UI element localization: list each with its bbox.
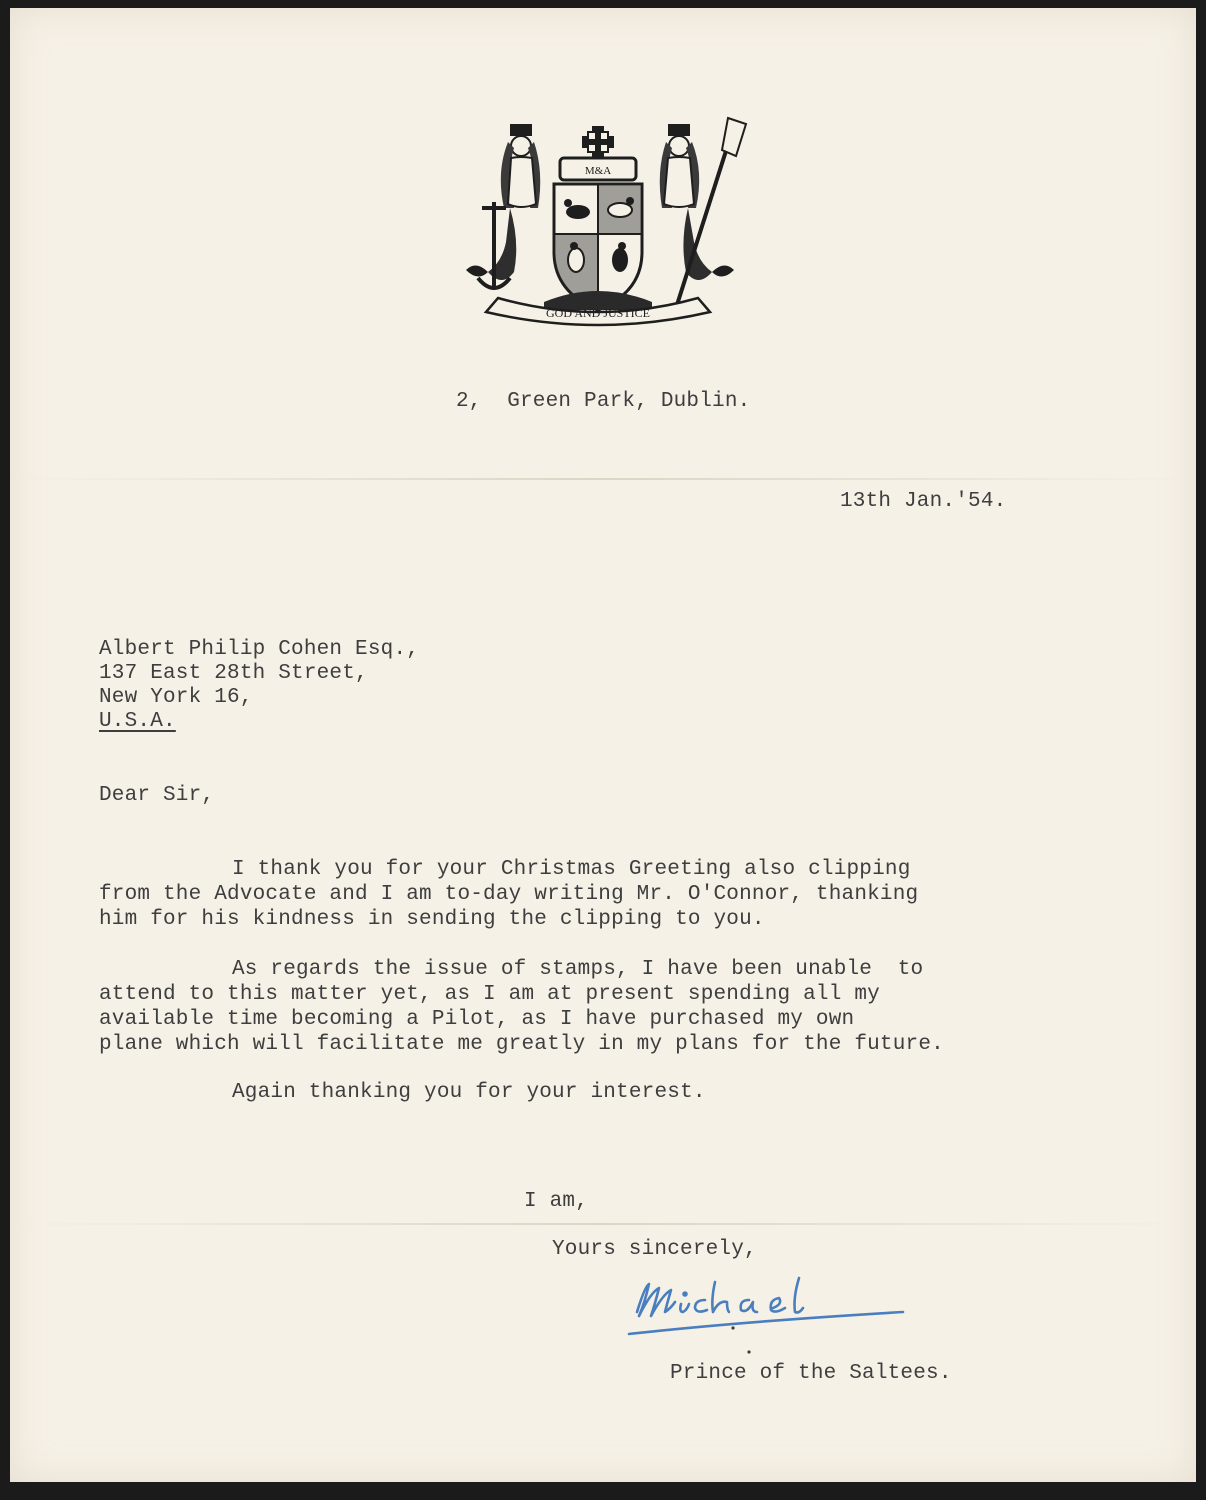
- coat-of-arms-crest: [448, 112, 748, 327]
- body-line: attend to this matter yet, as I am at present spending all my: [99, 983, 880, 1006]
- motto-text: GOD AND JUSTICE: [545, 306, 651, 320]
- mermaid-supporter-right-icon: [660, 118, 746, 308]
- recipient-city: New York 16,: [99, 686, 253, 709]
- signatory-title: Prince of the Saltees.: [670, 1362, 952, 1385]
- body-line: As regards the issue of stamps, I have been unable to: [232, 958, 924, 981]
- mermaid-supporter-left-icon: [466, 124, 540, 288]
- body-line: him for his kindness in sending the clipping to you.: [99, 908, 765, 931]
- recipient-street: 137 East 28th Street,: [99, 662, 368, 685]
- cross-icon: [582, 126, 614, 158]
- salutation: Dear Sir,: [99, 784, 215, 807]
- body-line: from the Advocate and I am to-day writing Mr. O'Connor, thanking: [99, 883, 919, 906]
- fold-line: [10, 478, 1196, 480]
- sender-address: 2, Green Park, Dublin.: [456, 390, 751, 413]
- monogram-text: M&A: [584, 165, 612, 177]
- body-line: available time becoming a Pilot, as I have purchased my own: [99, 1008, 855, 1031]
- closing-line: I am,: [524, 1190, 589, 1213]
- body-line: Again thanking you for your interest.: [232, 1081, 706, 1104]
- handwritten-signature: [615, 1272, 915, 1362]
- closing-line: Yours sincerely,: [552, 1238, 757, 1261]
- body-line: I thank you for your Christmas Greeting also clipping: [232, 858, 911, 881]
- body-line: plane which will facilitate me greatly in my plans for the future.: [99, 1033, 944, 1056]
- recipient-country: U.S.A.: [99, 710, 176, 733]
- letter-date: 13th Jan.'54.: [840, 490, 1007, 513]
- fold-line: [10, 1223, 1196, 1225]
- recipient-name: Albert Philip Cohen Esq.,: [99, 638, 420, 661]
